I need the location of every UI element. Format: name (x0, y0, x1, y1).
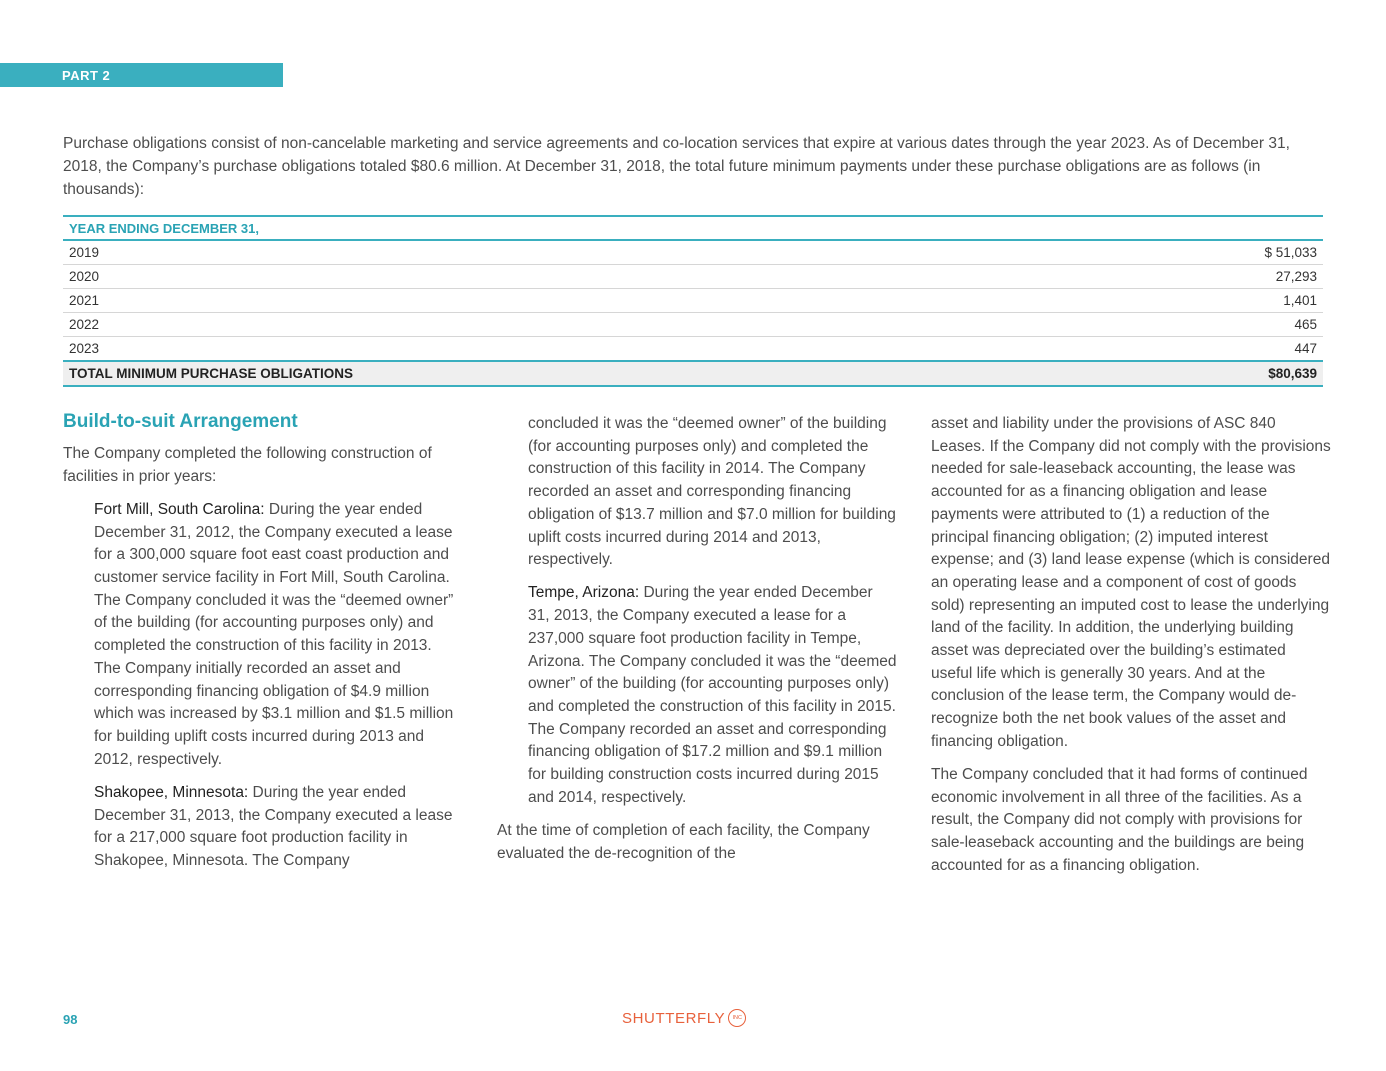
amount-cell: 27,293 (1097, 265, 1323, 289)
table-row (63, 265, 1323, 289)
fort-mill-text: During the year ended December 31, 2012, the Company executed a lease for a 300,000 square foot east coast production and customer service facility in Fort Mill, South Carolina. The Company concluded it was the “deemed owner” of the building (for accounting purposes only) and completed the construction of this facility in 2013. The Company initially recorded an asset and corresponding financing obligation of $4.9 million which was increased by $3.1 million and $1.5 million for building uplift costs incurred during 2013 and 2012, respectively. (94, 500, 454, 768)
fort-mill-paragraph (63, 499, 458, 771)
table-row (63, 240, 1323, 265)
completion-paragraph: At the time of completion of each facility, the Company evaluated the de-recognition of the (497, 821, 870, 862)
purchase-obligations-table (63, 215, 1323, 387)
logo-wordmark: SHUTTERFLY (622, 1009, 726, 1027)
section-heading: Build-to-suit Arrangement (63, 411, 298, 432)
shakopee-continued: concluded it was the “deemed owner” of the building (for accounting purposes only) and completed the construction of this facility in 2014. The Company recorded an asset and corresponding financing obligation of $13.7 million and $7.0 million for building uplift costs incurred during 2014 and 2013, respectively. (528, 415, 896, 569)
year-cell: 2020 (63, 265, 1097, 289)
table-row (63, 313, 1323, 337)
text-column-middle (497, 413, 897, 876)
amount-cell: 1,401 (1097, 289, 1323, 313)
section-tab-label: PART 2 (62, 68, 111, 83)
fort-mill-term: Fort Mill, South Carolina: (94, 500, 265, 518)
table-row (63, 289, 1323, 313)
tempe-term: Tempe, Arizona: (528, 584, 640, 602)
table-header: YEAR ENDING DECEMBER 31, (63, 216, 1323, 240)
year-cell: 2022 (63, 313, 1097, 337)
shakopee-text: During the year ended December 31, 2013, the Company executed a lease for a 217,000 square foot production facility in Shakopee, Minnesota. The Company (94, 783, 453, 869)
year-cell: 2023 (63, 337, 1097, 362)
intro-paragraph: Purchase obligations consist of non-cancelable marketing and service agreements and co-location services that expire at various dates through the year 2023. As of December 31, 2018, the Company’s purchase obligations totaled $80.6 million. At December 31, 2018, the total future minimum payments under these purchase obligations are as follows (in thousands): (63, 135, 1290, 198)
text-column-right (931, 413, 1331, 888)
amount-cell: 447 (1097, 337, 1323, 362)
text-column-left (63, 410, 458, 883)
table-total-row (63, 361, 1323, 386)
total-label: TOTAL MINIMUM PURCHASE OBLIGATIONS (63, 361, 1097, 386)
build-to-suit-intro: The Company completed the following construction of facilities in prior years: (63, 445, 432, 485)
amount-cell: $ 51,033 (1097, 240, 1323, 265)
amount-cell: 465 (1097, 313, 1323, 337)
total-amount: $80,639 (1097, 361, 1323, 386)
shakopee-term: Shakopee, Minnesota: (94, 783, 249, 801)
section-tab (0, 63, 283, 87)
table-header-row (63, 216, 1323, 240)
shutterfly-logo (622, 1009, 746, 1027)
year-cell: 2019 (63, 240, 1097, 265)
conclusion-paragraph: The Company concluded that it had forms of continued economic involvement in all three of the facilities. As a result, the Company did not comply with provisions for sale-leaseback accounting and the buildings are being accounted for as a financing obligation. (931, 766, 1308, 874)
shakopee-paragraph (63, 782, 458, 873)
completion-continued: asset and liability under the provisions of ASC 840 Leases. If the Company did not comply with the provisions needed for sale-leaseback accounting, the lease was accounted for as a financing obligation and lease payments were attributed to (1) a reduction of the principal financing obligation; (2) imputed interest expense; and (3) land lease expense (which is considered an operating lease and a component of cost of goods sold) representing an imputed cost to lease the underlying land of the facility. In addition, the underlying building asset was depreciated over the building’s estimated useful life which is generally 30 years. And at the conclusion of the lease term, the Company would de-recognize both the net book values of the asset and financing obligation. (931, 415, 1331, 750)
tempe-text: During the year ended December 31, 2013, the Company executed a lease for a 237,000 square foot production facility in Tempe, Arizona. The Company concluded it was the “deemed owner” of the building (for accounting purposes only) and completed the construction of this facility in 2015. The Company recorded an asset and corresponding financing obligation of $17.2 million and $9.1 million for building construction costs incurred during 2015 and 2014, respectively. (528, 584, 897, 806)
page-number: 98 (63, 1012, 78, 1027)
year-cell: 2021 (63, 289, 1097, 313)
logo-seal-icon: INC (728, 1009, 746, 1027)
tempe-paragraph (497, 582, 897, 809)
table-row (63, 337, 1323, 362)
